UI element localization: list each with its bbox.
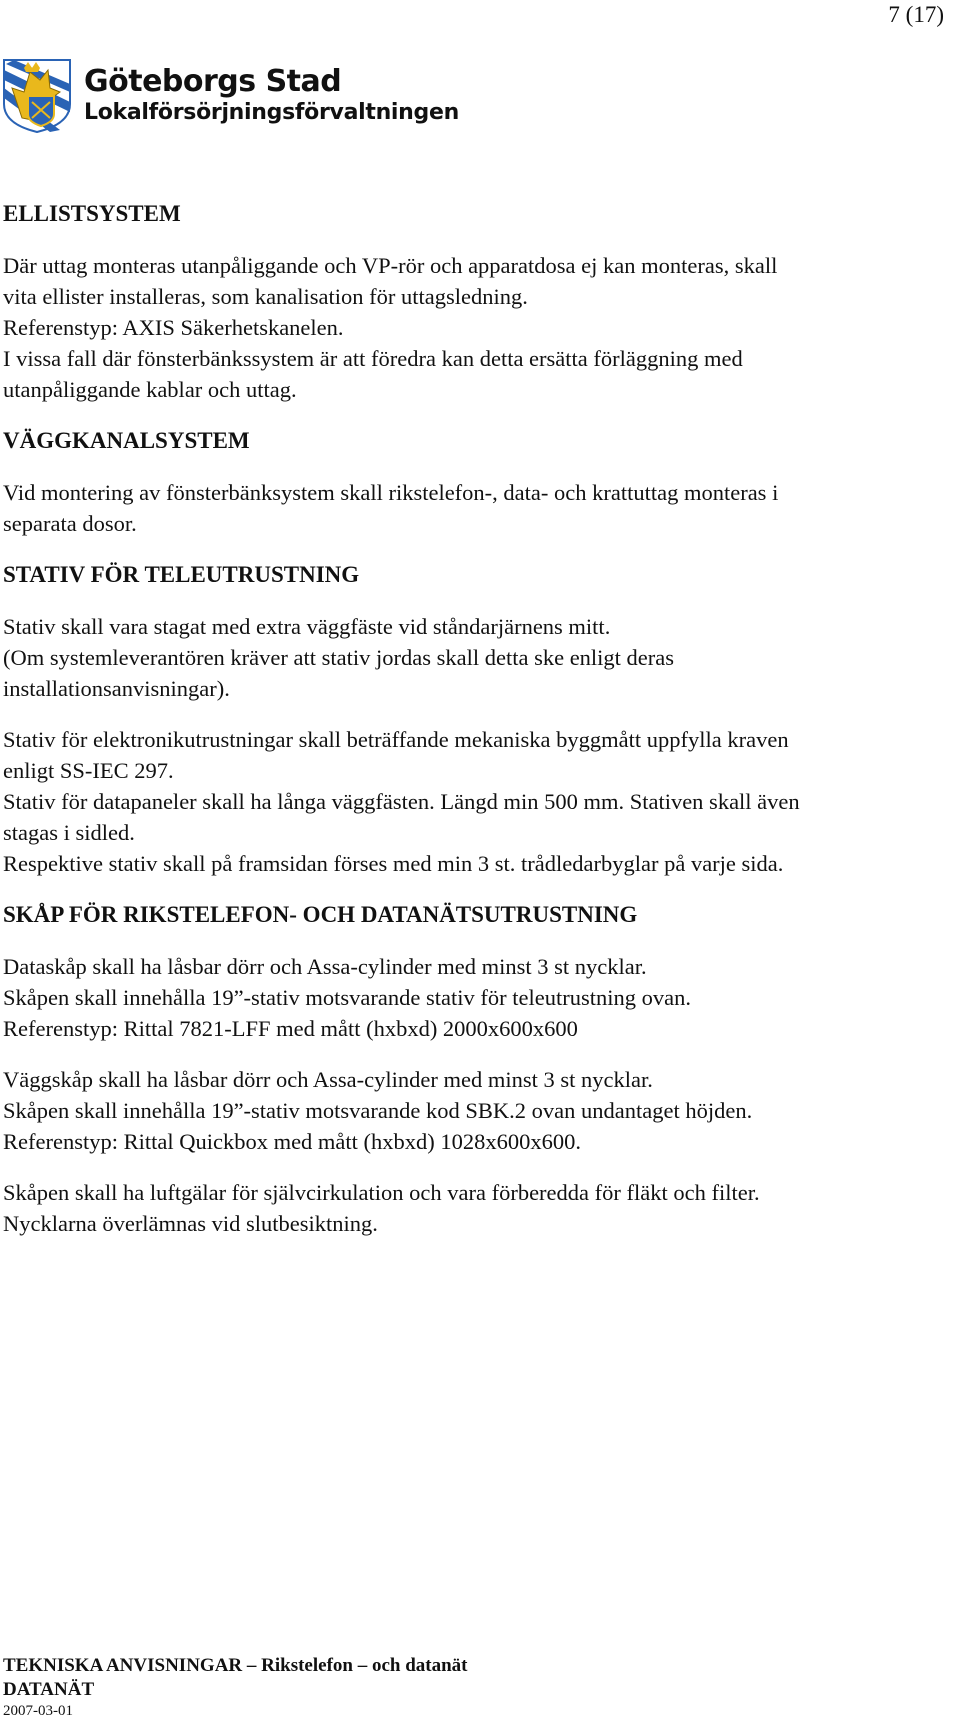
footer-date: 2007-03-01 xyxy=(3,1703,73,1719)
org-name: Göteborgs Stad xyxy=(84,64,342,99)
text-line: installationsanvisningar). xyxy=(3,676,230,701)
text-line: Skåpen skall ha luftgälar för självcirkulation och vara förberedda för fläkt och filter. xyxy=(3,1180,760,1205)
text-line: Stativ för datapaneler skall ha långa väggfästen. Längd min 500 mm. Stativen skall även xyxy=(3,789,800,814)
text-line: Respektive stativ skall på framsidan förses med min 3 st. trådledarbyglar på varje sida. xyxy=(3,851,784,876)
text-line: vita ellister installeras, som kanalisation för uttagsledning. xyxy=(3,284,528,309)
page-number: 7 (17) xyxy=(888,2,944,27)
heading-ellistsystem: ELLISTSYSTEM xyxy=(3,201,181,226)
gothenburg-crest-icon xyxy=(2,58,72,134)
text-line: Stativ skall vara stagat med extra väggfäste vid ståndarjärnens mitt. xyxy=(3,614,611,639)
text-line: Referenstyp: Rittal Quickbox med mått (hxbxd) 1028x600x600. xyxy=(3,1129,582,1154)
org-logo xyxy=(2,58,459,134)
text-line: Där uttag monteras utanpåliggande och VP-rör och apparatdosa ej kan monteras, skall xyxy=(3,253,778,278)
paragraph-ellistsystem xyxy=(3,250,953,405)
paragraph-stativ-2 xyxy=(3,724,953,879)
footer-title: TEKNISKA ANVISNINGAR – Rikstelefon – och datanät xyxy=(3,1655,468,1676)
page-footer xyxy=(3,1654,468,1720)
heading-stativ: STATIV FÖR TELEUTRUSTNING xyxy=(3,562,360,587)
paragraph-stativ-1 xyxy=(3,611,953,704)
heading-vaggkanalsystem: VÄGGKANALSYSTEM xyxy=(3,428,250,453)
heading-skap: SKÅP FÖR RIKSTELEFON- OCH DATANÄTSUTRUSTNING xyxy=(3,902,638,927)
text-line: Skåpen skall innehålla 19”-stativ motsvarande kod SBK.2 ovan undantaget höjden. xyxy=(3,1098,753,1123)
text-line: utanpåliggande kablar och uttag. xyxy=(3,377,297,402)
paragraph-skap-2 xyxy=(3,1064,953,1157)
text-line: Stativ för elektronikutrustningar skall beträffande mekaniska byggmått uppfylla kraven xyxy=(3,727,789,752)
paragraph-skap-1 xyxy=(3,951,953,1044)
text-line: Referenstyp: AXIS Säkerhetskanelen. xyxy=(3,315,344,340)
paragraph-vaggkanalsystem xyxy=(3,477,953,539)
text-line: I vissa fall där fönsterbänkssystem är att föredra kan detta ersätta förläggning med xyxy=(3,346,743,371)
text-line: Väggskåp skall ha låsbar dörr och Assa-cylinder med minst 3 st nycklar. xyxy=(3,1067,653,1092)
text-line: Skåpen skall innehålla 19”-stativ motsvarande stativ för teleutrustning ovan. xyxy=(3,985,691,1010)
text-line: Vid montering av fönsterbänksystem skall rikstelefon-, data- och krattuttag monteras i xyxy=(3,480,779,505)
text-line: stagas i sidled. xyxy=(3,820,135,845)
text-line: separata dosor. xyxy=(3,511,137,536)
org-department: Lokalförsörjningsförvaltningen xyxy=(84,100,459,125)
text-line: enligt SS-IEC 297. xyxy=(3,758,174,783)
text-line: Dataskåp skall ha låsbar dörr och Assa-cylinder med minst 3 st nycklar. xyxy=(3,954,647,979)
paragraph-skap-3 xyxy=(3,1177,953,1239)
text-line: Nycklarna överlämnas vid slutbesiktning. xyxy=(3,1211,378,1236)
document-body xyxy=(3,198,953,1239)
text-line: (Om systemleverantören kräver att stativ jordas skall detta ske enligt deras xyxy=(3,645,675,670)
text-line: Referenstyp: Rittal 7821-LFF med mått (hxbxd) 2000x600x600 xyxy=(3,1016,578,1041)
footer-subtitle: DATANÄT xyxy=(3,1679,95,1700)
